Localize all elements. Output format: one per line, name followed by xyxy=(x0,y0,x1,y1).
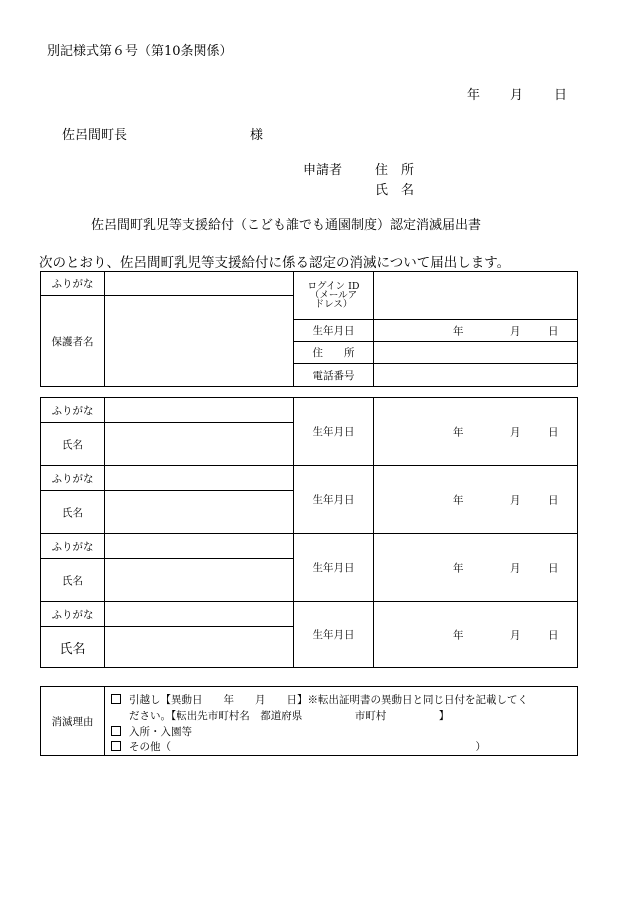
guardian-birth-month: 月 xyxy=(510,325,521,337)
child-1-name-field[interactable] xyxy=(105,423,294,466)
reason-option-move-cont: ださい。【転出先市町村名 都道府県 市町村 】 xyxy=(129,710,450,722)
reason-option-enroll-text: 入所・入園等 xyxy=(129,726,192,738)
child-2-birth-year: 年 xyxy=(453,494,464,506)
child-4-name-label: 氏名 xyxy=(41,627,105,668)
child-1-furigana-label: ふりがな xyxy=(41,398,105,423)
child-4-birth-day: 日 xyxy=(548,629,559,641)
guardian-name-field[interactable] xyxy=(105,296,294,387)
guardian-birth-year: 年 xyxy=(453,325,464,337)
child-4-birth-label: 生年月日 xyxy=(294,602,374,668)
reason-option-other-text: その他（ ） xyxy=(129,741,486,753)
child-3-furigana-field[interactable] xyxy=(105,534,294,559)
applicant-label: 申請者 xyxy=(303,163,343,178)
child-2-furigana-label: ふりがな xyxy=(41,466,105,491)
guardian-furigana-field[interactable] xyxy=(105,272,294,296)
login-id-label xyxy=(294,272,374,320)
child-2-birth-field[interactable] xyxy=(374,466,578,534)
children-table xyxy=(40,397,578,668)
login-id-label-line2: （メールア xyxy=(309,290,358,301)
child-4-furigana-field[interactable] xyxy=(105,602,294,627)
child-4-furigana-label: ふりがな xyxy=(41,602,105,627)
checkbox-other[interactable] xyxy=(111,741,121,751)
child-3-name-label: 氏名 xyxy=(41,559,105,602)
child-2-birth-label: 生年月日 xyxy=(294,466,374,534)
child-1-furigana-field[interactable] xyxy=(105,398,294,423)
child-3-birth-label: 生年月日 xyxy=(294,534,374,602)
date-day-label: 日 xyxy=(554,88,568,103)
reason-table xyxy=(40,686,578,756)
child-3-furigana-label: ふりがな xyxy=(41,534,105,559)
login-id-label-line1: ログイン ID xyxy=(307,281,360,292)
reason-option-move-text: 引越し【異動日 年 月 日】※転出証明書の異動日と同じ日付を記載してく xyxy=(129,694,528,706)
login-id-label-line3: ドレス） xyxy=(314,299,353,310)
child-1-birth-month: 月 xyxy=(510,426,521,438)
form-number: 別記様式第６号（第10条関係） xyxy=(47,44,233,59)
child-2-birth-day: 日 xyxy=(548,494,559,506)
child-4-birth-field[interactable] xyxy=(374,602,578,668)
date-year-label: 年 xyxy=(467,88,481,103)
intro-text: 次のとおり、佐呂間町乳児等支援給付に係る認定の消滅について届出します。 xyxy=(39,255,511,271)
child-4-birth-year: 年 xyxy=(453,629,464,641)
child-1-birth-year: 年 xyxy=(453,426,464,438)
child-3-birth-year: 年 xyxy=(453,562,464,574)
child-2-birth-month: 月 xyxy=(510,494,521,506)
child-4-name-field[interactable] xyxy=(105,627,294,668)
applicant-name-label: 氏 名 xyxy=(375,183,415,198)
guardian-table xyxy=(40,271,578,387)
guardian-name-label: 保護者名 xyxy=(41,296,105,387)
guardian-birth-day: 日 xyxy=(548,325,559,337)
reason-option-enroll[interactable] xyxy=(111,724,192,739)
login-id-field[interactable] xyxy=(374,272,578,320)
reason-option-other[interactable] xyxy=(111,739,486,754)
checkbox-move[interactable] xyxy=(111,694,121,704)
honorific: 様 xyxy=(250,128,264,143)
child-3-birth-day: 日 xyxy=(548,562,559,574)
reason-option-move[interactable] xyxy=(111,692,528,707)
child-1-birth-field[interactable] xyxy=(374,398,578,466)
child-3-birth-field[interactable] xyxy=(374,534,578,602)
reason-label: 消滅理由 xyxy=(41,687,105,756)
child-2-name-field[interactable] xyxy=(105,491,294,534)
child-3-birth-month: 月 xyxy=(510,562,521,574)
date-month-label: 月 xyxy=(510,88,524,103)
document-title: 佐呂間町乳児等支援給付（こども誰でも通園制度）認定消滅届出書 xyxy=(91,218,482,233)
child-4-birth-month: 月 xyxy=(510,629,521,641)
addressee: 佐呂間町長 xyxy=(62,128,128,143)
child-1-name-label: 氏名 xyxy=(41,423,105,466)
child-2-name-label: 氏名 xyxy=(41,491,105,534)
guardian-birth-field[interactable] xyxy=(374,320,578,342)
applicant-address-label: 住 所 xyxy=(375,163,415,178)
guardian-address-field[interactable] xyxy=(374,342,578,364)
child-1-birth-label: 生年月日 xyxy=(294,398,374,466)
child-1-birth-day: 日 xyxy=(548,426,559,438)
reason-options xyxy=(105,687,578,756)
guardian-birth-label: 生年月日 xyxy=(294,320,374,342)
child-2-furigana-field[interactable] xyxy=(105,466,294,491)
child-3-name-field[interactable] xyxy=(105,559,294,602)
guardian-furigana-label: ふりがな xyxy=(41,272,105,296)
checkbox-enroll[interactable] xyxy=(111,726,121,736)
guardian-phone-label: 電話番号 xyxy=(294,364,374,387)
guardian-address-label: 住 所 xyxy=(294,342,374,364)
guardian-phone-field[interactable] xyxy=(374,364,578,387)
